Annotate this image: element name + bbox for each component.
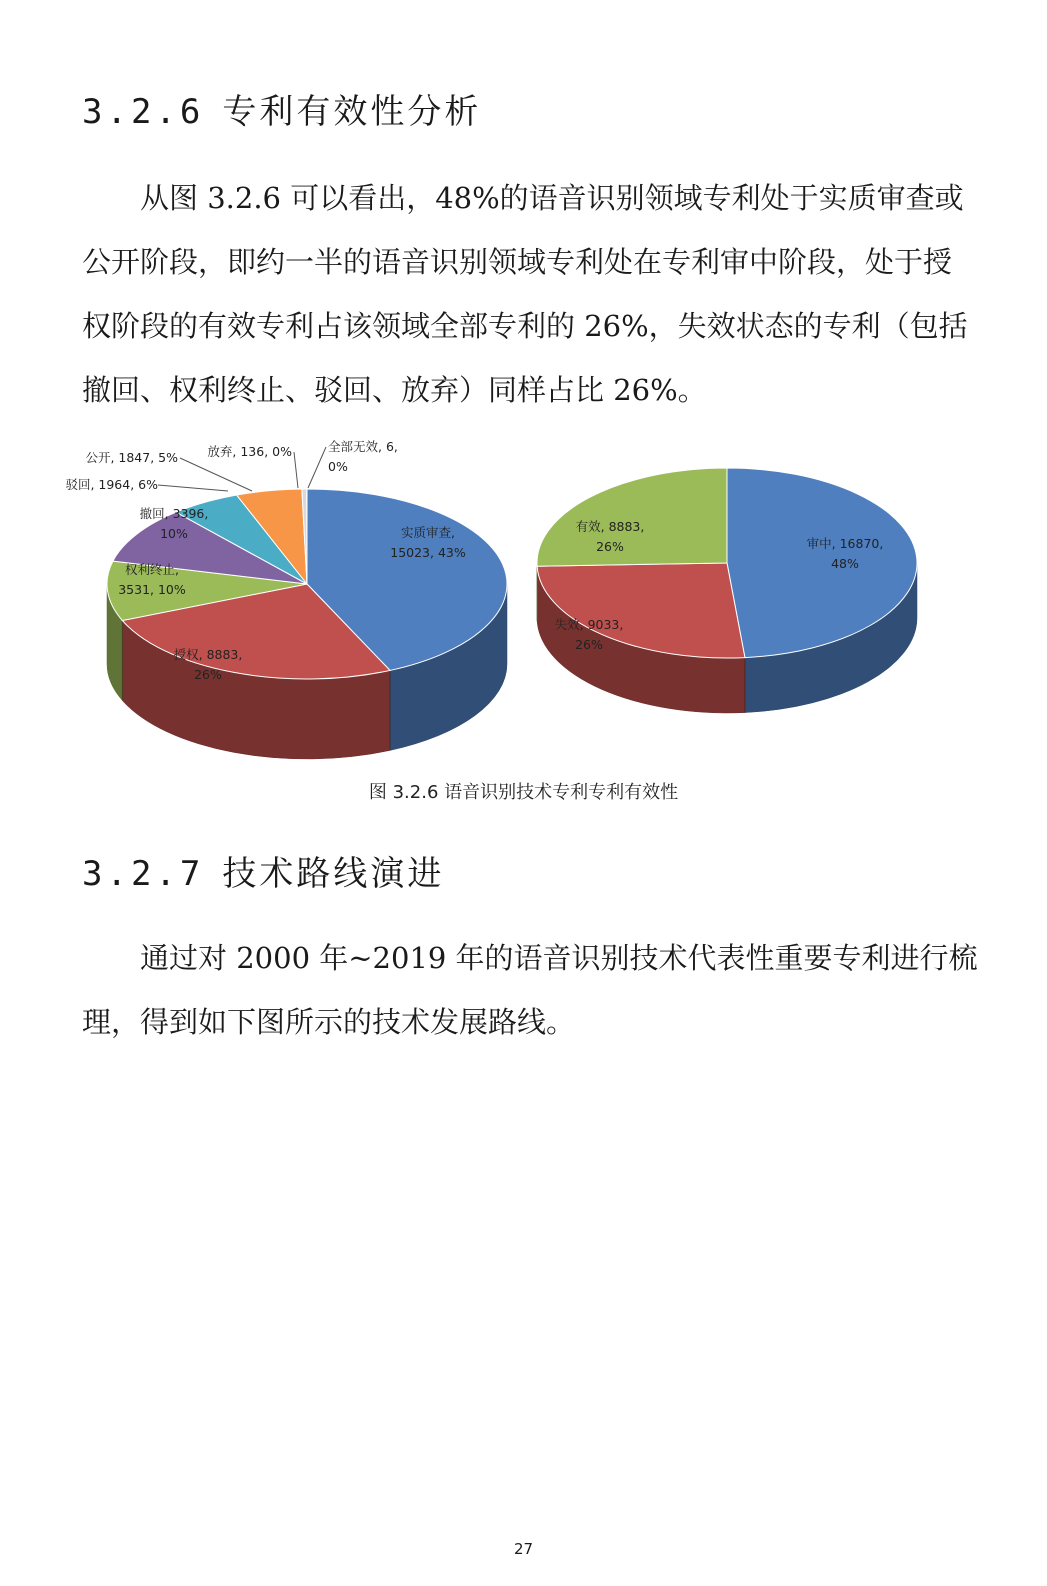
leader-line — [180, 458, 252, 491]
figure-caption: 图 3.2.6 语音识别技术专利专利有效性 — [368, 782, 679, 803]
page-number: 27 — [513, 1540, 534, 1558]
section-title: 技术路线演进 — [222, 854, 445, 894]
data-label: 失效, 9033, 26% — [554, 617, 624, 652]
paragraph-validity — [82, 166, 968, 422]
pie-charts-svg — [65, 436, 930, 766]
section-heading-3-2-7 — [82, 846, 444, 895]
pie-slice — [537, 468, 727, 566]
paragraph-line: 公开阶段，即约一半的语音识别领域专利处在专利审中阶段，处于授 — [82, 245, 953, 279]
section-title: 专利有效性分析 — [222, 92, 482, 132]
paragraph-line: 从图 3.2.6 可以看出，48%的语音识别领域专利处于实质审查或 — [140, 181, 964, 215]
paragraph-line: 权阶段的有效专利占该领域全部专利的 26%，失效状态的专利（包括 — [82, 309, 968, 343]
pie-chart-1 — [65, 439, 507, 759]
pie-charts-figure — [65, 436, 930, 766]
section-heading-3-2-6 — [82, 84, 481, 133]
paragraph-line: 通过对 2000 年~2019 年的语音识别技术代表性重要专利进行梳 — [140, 941, 978, 975]
data-label: 有效, 8883, 26% — [575, 519, 645, 554]
data-label: 权利终止, 3531, 10% — [118, 562, 186, 597]
paragraph-tech-route — [82, 926, 978, 1054]
data-label: 授权, 8883, 26% — [173, 647, 243, 682]
leader-line — [158, 485, 228, 491]
data-label: 审中, 16870, 48% — [806, 536, 884, 571]
data-label: 放弃, 136, 0% — [207, 444, 292, 459]
data-label: 全部无效, 6, 0% — [328, 439, 398, 474]
paragraph-line: 理，得到如下图所示的技术发展路线。 — [82, 1005, 576, 1039]
data-label: 撤回, 3396, 10% — [139, 506, 209, 541]
leader-line — [308, 447, 326, 488]
paragraph-line: 撤回、权利终止、驳回、放弃）同样占比 26%。 — [82, 373, 707, 407]
data-label: 公开, 1847, 5% — [85, 450, 178, 465]
section-number: 3.2.7 — [82, 854, 205, 894]
data-label: 实质审查, 15023, 43% — [390, 525, 466, 560]
section-number: 3.2.6 — [82, 92, 205, 132]
pie-chart-2 — [537, 468, 917, 713]
data-label: 驳回, 1964, 6% — [65, 477, 158, 492]
leader-line — [294, 452, 298, 488]
